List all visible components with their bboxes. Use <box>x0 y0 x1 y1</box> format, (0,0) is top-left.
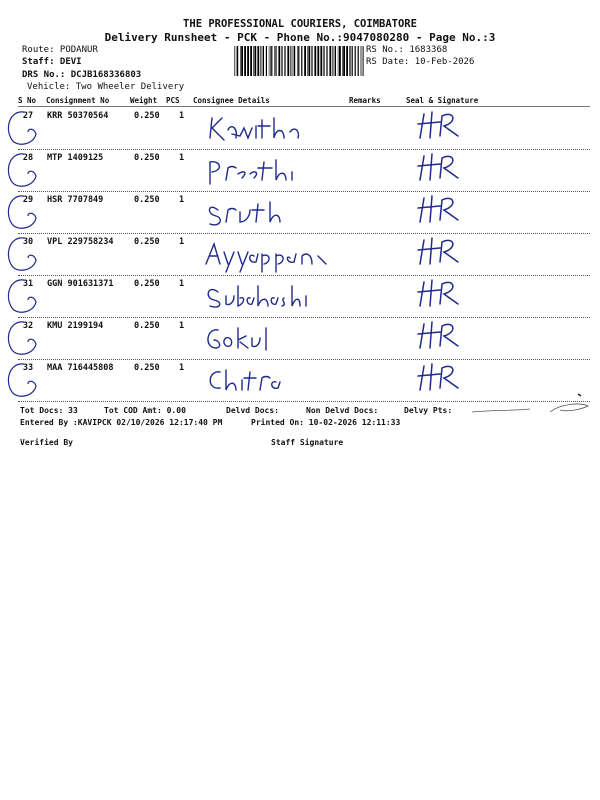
consignee-signature <box>200 318 350 360</box>
row-pcs: 1 <box>179 279 185 289</box>
row-consignment-no: HSR 7707849 <box>47 195 104 205</box>
row-weight: 0.250 <box>134 279 160 289</box>
vehicle-label: Vehicle: Two Wheeler Delivery <box>27 82 185 92</box>
staff-label: Staff: DEVI <box>22 57 82 67</box>
sno-circle-mark <box>4 234 40 274</box>
barcode <box>234 46 364 76</box>
runsheet-subtitle: Delivery Runsheet - PCK - Phone No.:9047080280 - Page No.:3 <box>104 31 496 44</box>
row-pcs: 1 <box>179 153 185 163</box>
non-delivered-docs: Non Delvd Docs: <box>306 406 379 415</box>
table-row <box>0 150 600 192</box>
row-consignment-no: VPL 229758234 <box>47 237 114 247</box>
consignee-signature <box>200 150 350 192</box>
row-weight: 0.250 <box>134 363 160 373</box>
row-weight: 0.250 <box>134 237 160 247</box>
consignee-signature <box>200 108 350 150</box>
seal-signature <box>410 150 490 192</box>
consignee-signature <box>200 276 350 318</box>
sno-circle-mark <box>4 360 40 400</box>
row-weight: 0.250 <box>134 195 160 205</box>
rs-date: RS Date: 10-Feb-2026 <box>366 57 475 67</box>
sno-circle-mark <box>4 192 40 232</box>
consignee-signature <box>200 234 350 276</box>
row-weight: 0.250 <box>134 111 160 121</box>
row-weight: 0.250 <box>134 321 160 331</box>
row-sno: 33 <box>22 363 34 373</box>
col-weight: Weight <box>130 96 158 105</box>
sno-circle-mark <box>4 108 40 148</box>
row-weight: 0.250 <box>134 153 160 163</box>
row-sno: 27 <box>22 111 34 121</box>
printed-on: Printed On: 10-02-2026 12:11:33 <box>251 418 401 427</box>
row-pcs: 1 <box>179 237 185 247</box>
row-consignment-no: GGN 901631371 <box>47 279 114 289</box>
seal-signature <box>410 276 490 318</box>
ink-scribble <box>470 396 590 420</box>
row-consignment-no: MAA 716445808 <box>47 363 114 373</box>
verified-by: Verified By <box>20 438 73 447</box>
rs-number: RS No.: 1683368 <box>366 45 448 55</box>
row-consignment-no: MTP 1409125 <box>47 153 104 163</box>
header-rule <box>18 106 590 107</box>
seal-signature <box>410 234 490 276</box>
sno-circle-mark <box>4 318 40 358</box>
row-sno: 28 <box>22 153 34 163</box>
seal-signature <box>410 192 490 234</box>
delivery-points: Delvy Pts: <box>404 406 453 415</box>
row-consignment-no: KMU 2199194 <box>47 321 104 331</box>
col-consignee: Consignee Details <box>193 96 270 105</box>
sno-circle-mark <box>4 150 40 190</box>
entered-by: Entered By :KAVIPCK 02/10/2026 12:17:40 PM <box>20 418 223 427</box>
col-sno: S No <box>18 96 37 105</box>
consignee-signature <box>200 360 350 402</box>
table-row <box>0 108 600 150</box>
row-sno: 31 <box>22 279 34 289</box>
row-sno: 32 <box>22 321 34 331</box>
seal-signature <box>410 108 490 150</box>
seal-signature <box>410 318 490 360</box>
col-remarks: Remarks <box>349 96 381 105</box>
col-seal-signature: Seal & Signature <box>406 96 479 105</box>
total-cod-amount: Tot COD Amt: 0.00 <box>104 406 186 415</box>
row-consignment-no: KRR 50370564 <box>47 111 109 121</box>
route-label: Route: PODANUR <box>22 45 98 55</box>
row-pcs: 1 <box>179 195 185 205</box>
drs-number: DRS No.: DCJB168336803 <box>22 70 142 80</box>
row-sno: 29 <box>22 195 34 205</box>
delivered-docs: Delvd Docs: <box>226 406 279 415</box>
total-docs: Tot Docs: 33 <box>20 406 78 415</box>
company-title: THE PROFESSIONAL COURIERS, COIMBATORE <box>183 18 417 30</box>
col-consignment: Consignment No <box>46 96 110 105</box>
row-sno: 30 <box>22 237 34 247</box>
row-pcs: 1 <box>179 363 185 373</box>
staff-signature: Staff Signature <box>271 438 344 447</box>
col-pcs: PCS <box>166 96 180 105</box>
consignee-signature <box>200 192 350 234</box>
table-row <box>0 276 600 318</box>
table-row <box>0 192 600 234</box>
row-pcs: 1 <box>179 321 185 331</box>
table-row <box>0 234 600 276</box>
row-pcs: 1 <box>179 111 185 121</box>
table-row <box>0 318 600 360</box>
sno-circle-mark <box>4 276 40 316</box>
